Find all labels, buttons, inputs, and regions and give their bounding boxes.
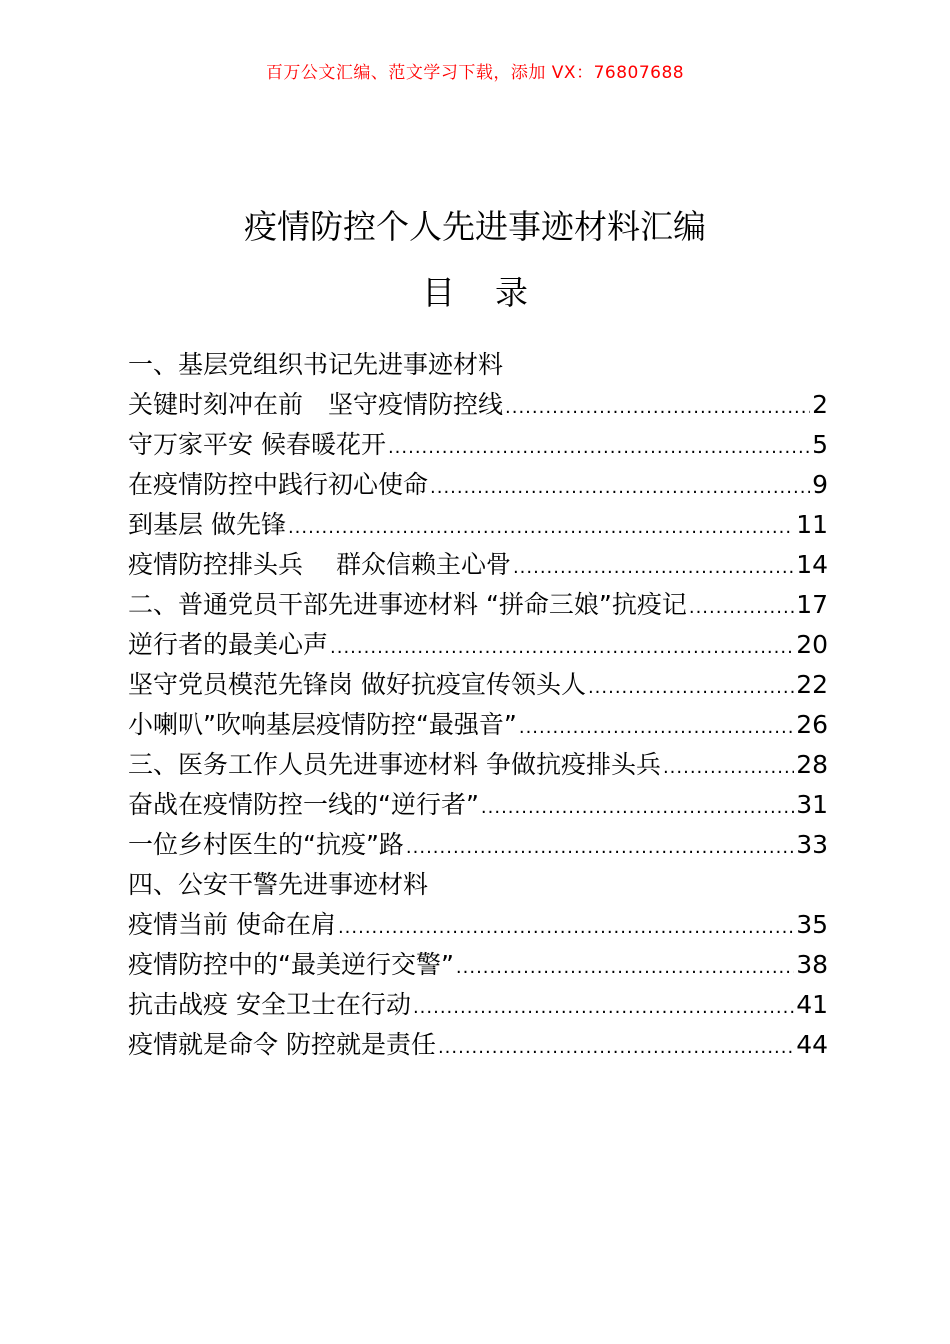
toc-entry-title: 到基层 做先锋 xyxy=(128,510,286,539)
toc-leader-dots xyxy=(663,748,794,788)
toc-page-number: 28 xyxy=(796,750,828,779)
toc-leader-dots xyxy=(330,628,794,668)
toc-entry[interactable] xyxy=(128,905,828,945)
toc-entry[interactable] xyxy=(128,385,828,425)
toc-entry-title: 疫情防控排头兵 群众信赖主心骨 xyxy=(128,550,511,579)
toc-entry-title: 坚守党员模范先锋岗 做好抗疫宣传领头人 xyxy=(128,670,586,699)
toc-leader-dots xyxy=(413,988,794,1028)
toc-page-number: 35 xyxy=(796,910,828,939)
toc-leader-dots xyxy=(388,428,810,468)
toc-heading: 目录 xyxy=(422,273,568,312)
toc-entry[interactable] xyxy=(128,505,828,545)
toc-entry[interactable] xyxy=(128,785,828,825)
toc-leader-dots xyxy=(505,388,810,428)
toc-entry-title: 在疫情防控中践行初心使命 xyxy=(128,470,429,499)
toc-page-number: 44 xyxy=(796,1030,828,1059)
toc-entry-title: 疫情当前 使命在肩 xyxy=(128,910,336,939)
toc-leader-dots xyxy=(689,588,794,628)
toc-entry-title: 关键时刻冲在前 坚守疫情防控线 xyxy=(128,390,504,419)
toc-entry-title: 一位乡村医生的“抗疫”路 xyxy=(128,830,404,859)
toc-leader-dots xyxy=(456,948,794,988)
toc-entry-title: 二、普通党员干部先进事迹材料 “拼命三娘”抗疫记 xyxy=(128,590,687,619)
toc-entry-title: 小喇叭”吹响基层疫情防控“最强音” xyxy=(128,710,517,739)
toc-entry[interactable] xyxy=(128,625,828,665)
toc-entry-title: 抗击战疫 安全卫士在行动 xyxy=(128,990,411,1019)
toc-entry[interactable] xyxy=(128,1025,828,1065)
toc-page-number: 2 xyxy=(812,390,828,419)
toc-leader-dots xyxy=(519,708,794,748)
toc-page-number: 41 xyxy=(796,990,828,1019)
toc-entry[interactable] xyxy=(128,585,828,625)
toc-entry-title: 疫情防控中的“最美逆行交警” xyxy=(128,950,454,979)
toc-entry[interactable] xyxy=(128,465,828,505)
toc-leader-dots xyxy=(288,508,794,548)
toc-leader-dots xyxy=(513,548,794,588)
toc-leader-dots xyxy=(430,468,810,508)
toc-entry[interactable] xyxy=(128,705,828,745)
toc-page-number: 14 xyxy=(796,550,828,579)
toc-page-number: 33 xyxy=(796,830,828,859)
header-note: 百万公文汇编、范文学习下载，添加 VX：76807688 xyxy=(265,63,685,83)
toc-section-heading xyxy=(128,865,828,905)
toc-leader-dots xyxy=(438,1028,794,1068)
toc-entry-title: 奋战在疫情防控一线的“逆行者” xyxy=(128,790,479,819)
toc-page-number: 26 xyxy=(796,710,828,739)
toc-section-heading xyxy=(128,345,828,385)
toc-entry[interactable] xyxy=(128,745,828,785)
toc-page-number: 11 xyxy=(796,510,828,539)
toc-page-number: 17 xyxy=(796,590,828,619)
toc-entry-title: 一、基层党组织书记先进事迹材料 xyxy=(128,350,504,379)
toc-entry[interactable] xyxy=(128,425,828,465)
toc-leader-dots xyxy=(338,908,794,948)
toc-entry-title: 逆行者的最美心声 xyxy=(128,630,329,659)
toc-leader-dots xyxy=(481,788,794,828)
toc-entry[interactable] xyxy=(128,545,828,585)
toc-page-number: 22 xyxy=(796,670,828,699)
toc-entry[interactable] xyxy=(128,825,828,865)
toc-page-number: 31 xyxy=(796,790,828,819)
toc-page-number: 20 xyxy=(796,630,828,659)
document-title: 疫情防控个人先进事迹材料汇编 xyxy=(244,207,706,246)
toc-leader-dots xyxy=(588,668,794,708)
toc-entry[interactable] xyxy=(128,985,828,1025)
toc-entry-title: 四、公安干警先进事迹材料 xyxy=(128,870,429,899)
toc-page-number: 9 xyxy=(812,470,828,499)
table-of-contents xyxy=(128,345,828,1065)
toc-leader-dots xyxy=(406,828,794,868)
toc-entry[interactable] xyxy=(128,665,828,705)
toc-page-number: 38 xyxy=(796,950,828,979)
toc-page-number: 5 xyxy=(812,430,828,459)
toc-entry-title: 守万家平安 候春暖花开 xyxy=(128,430,386,459)
toc-entry-title: 三、医务工作人员先进事迹材料 争做抗疫排头兵 xyxy=(128,750,661,779)
toc-entry-title: 疫情就是命令 防控就是责任 xyxy=(128,1030,436,1059)
toc-entry[interactable] xyxy=(128,945,828,985)
